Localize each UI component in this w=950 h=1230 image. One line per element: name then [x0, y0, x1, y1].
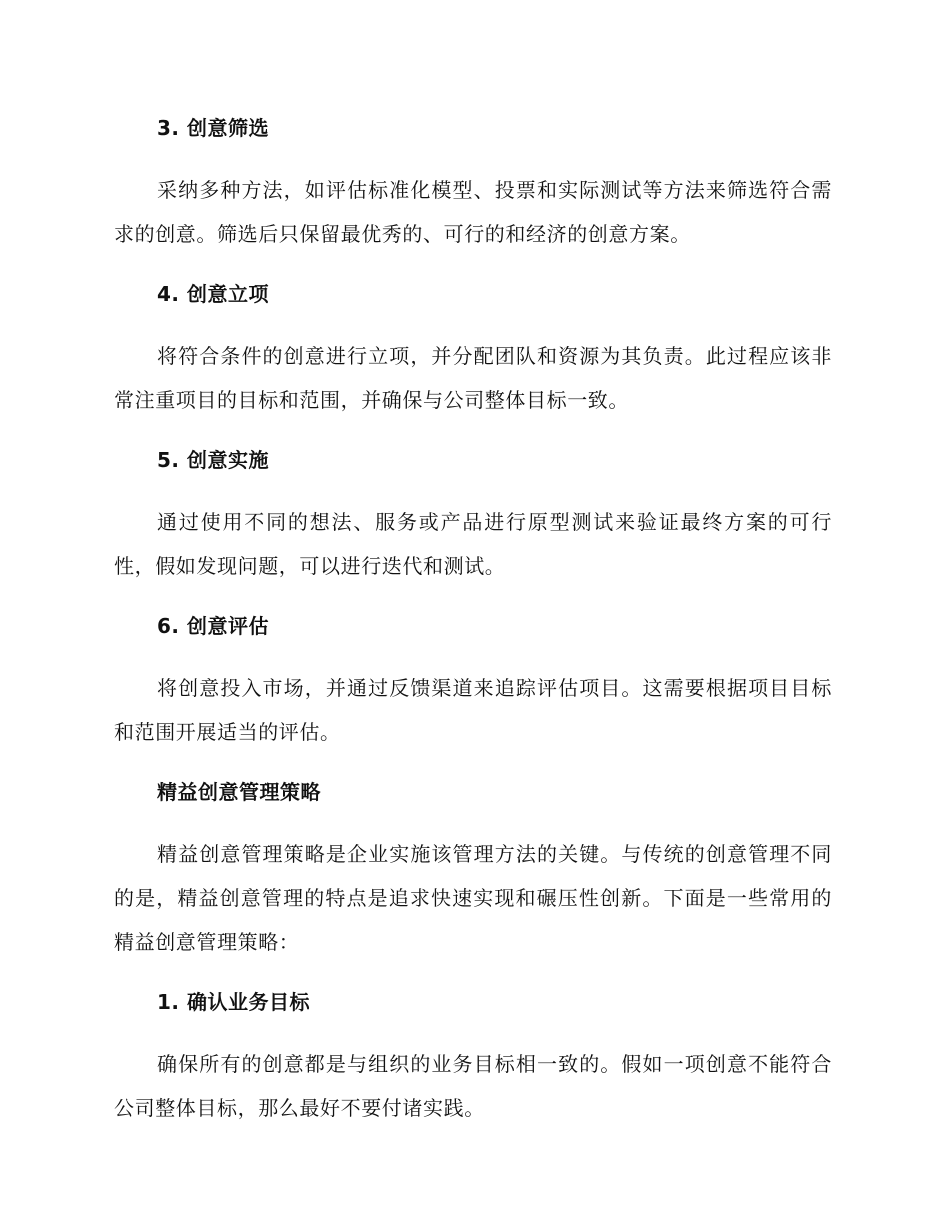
section-heading-idea-screening: 3. 创意筛选 [157, 116, 269, 140]
section-body-idea-screening: 采纳多种方法，如评估标准化模型、投票和实际测试等方法来筛选符合需求的创意。筛选后只保留最优秀的、可行的和经济的创意方案。 [114, 178, 832, 246]
section-body-idea-evaluation: 将创意投入市场，并通过反馈渠道来追踪评估项目。这需要根据项目目标和范围开展适当的评估。 [114, 676, 832, 744]
section-body-lean-strategy: 精益创意管理策略是企业实施该管理方法的关键。与传统的创意管理不同的是，精益创意管理的特点是追求快速实现和碾压性创新。下面是一些常用的精益创意管理策略： [114, 842, 832, 954]
section-heading-idea-approval: 4. 创意立项 [157, 282, 269, 306]
section-heading-idea-evaluation: 6. 创意评估 [157, 614, 269, 638]
section-body-business-goals: 确保所有的创意都是与组织的业务目标相一致的。假如一项创意不能符合公司整体目标，那么最好不要付诸实践。 [114, 1052, 832, 1120]
section-body-idea-approval: 将符合条件的创意进行立项，并分配团队和资源为其负责。此过程应该非常注重项目的目标和范围，并确保与公司整体目标一致。 [114, 344, 832, 412]
section-heading-business-goals: 1. 确认业务目标 [157, 990, 310, 1014]
section-heading-lean-strategy: 精益创意管理策略 [157, 780, 321, 804]
section-heading-idea-implementation: 5. 创意实施 [157, 448, 269, 472]
section-body-idea-implementation: 通过使用不同的想法、服务或产品进行原型测试来验证最终方案的可行性，假如发现问题，可以进行迭代和测试。 [114, 510, 832, 578]
